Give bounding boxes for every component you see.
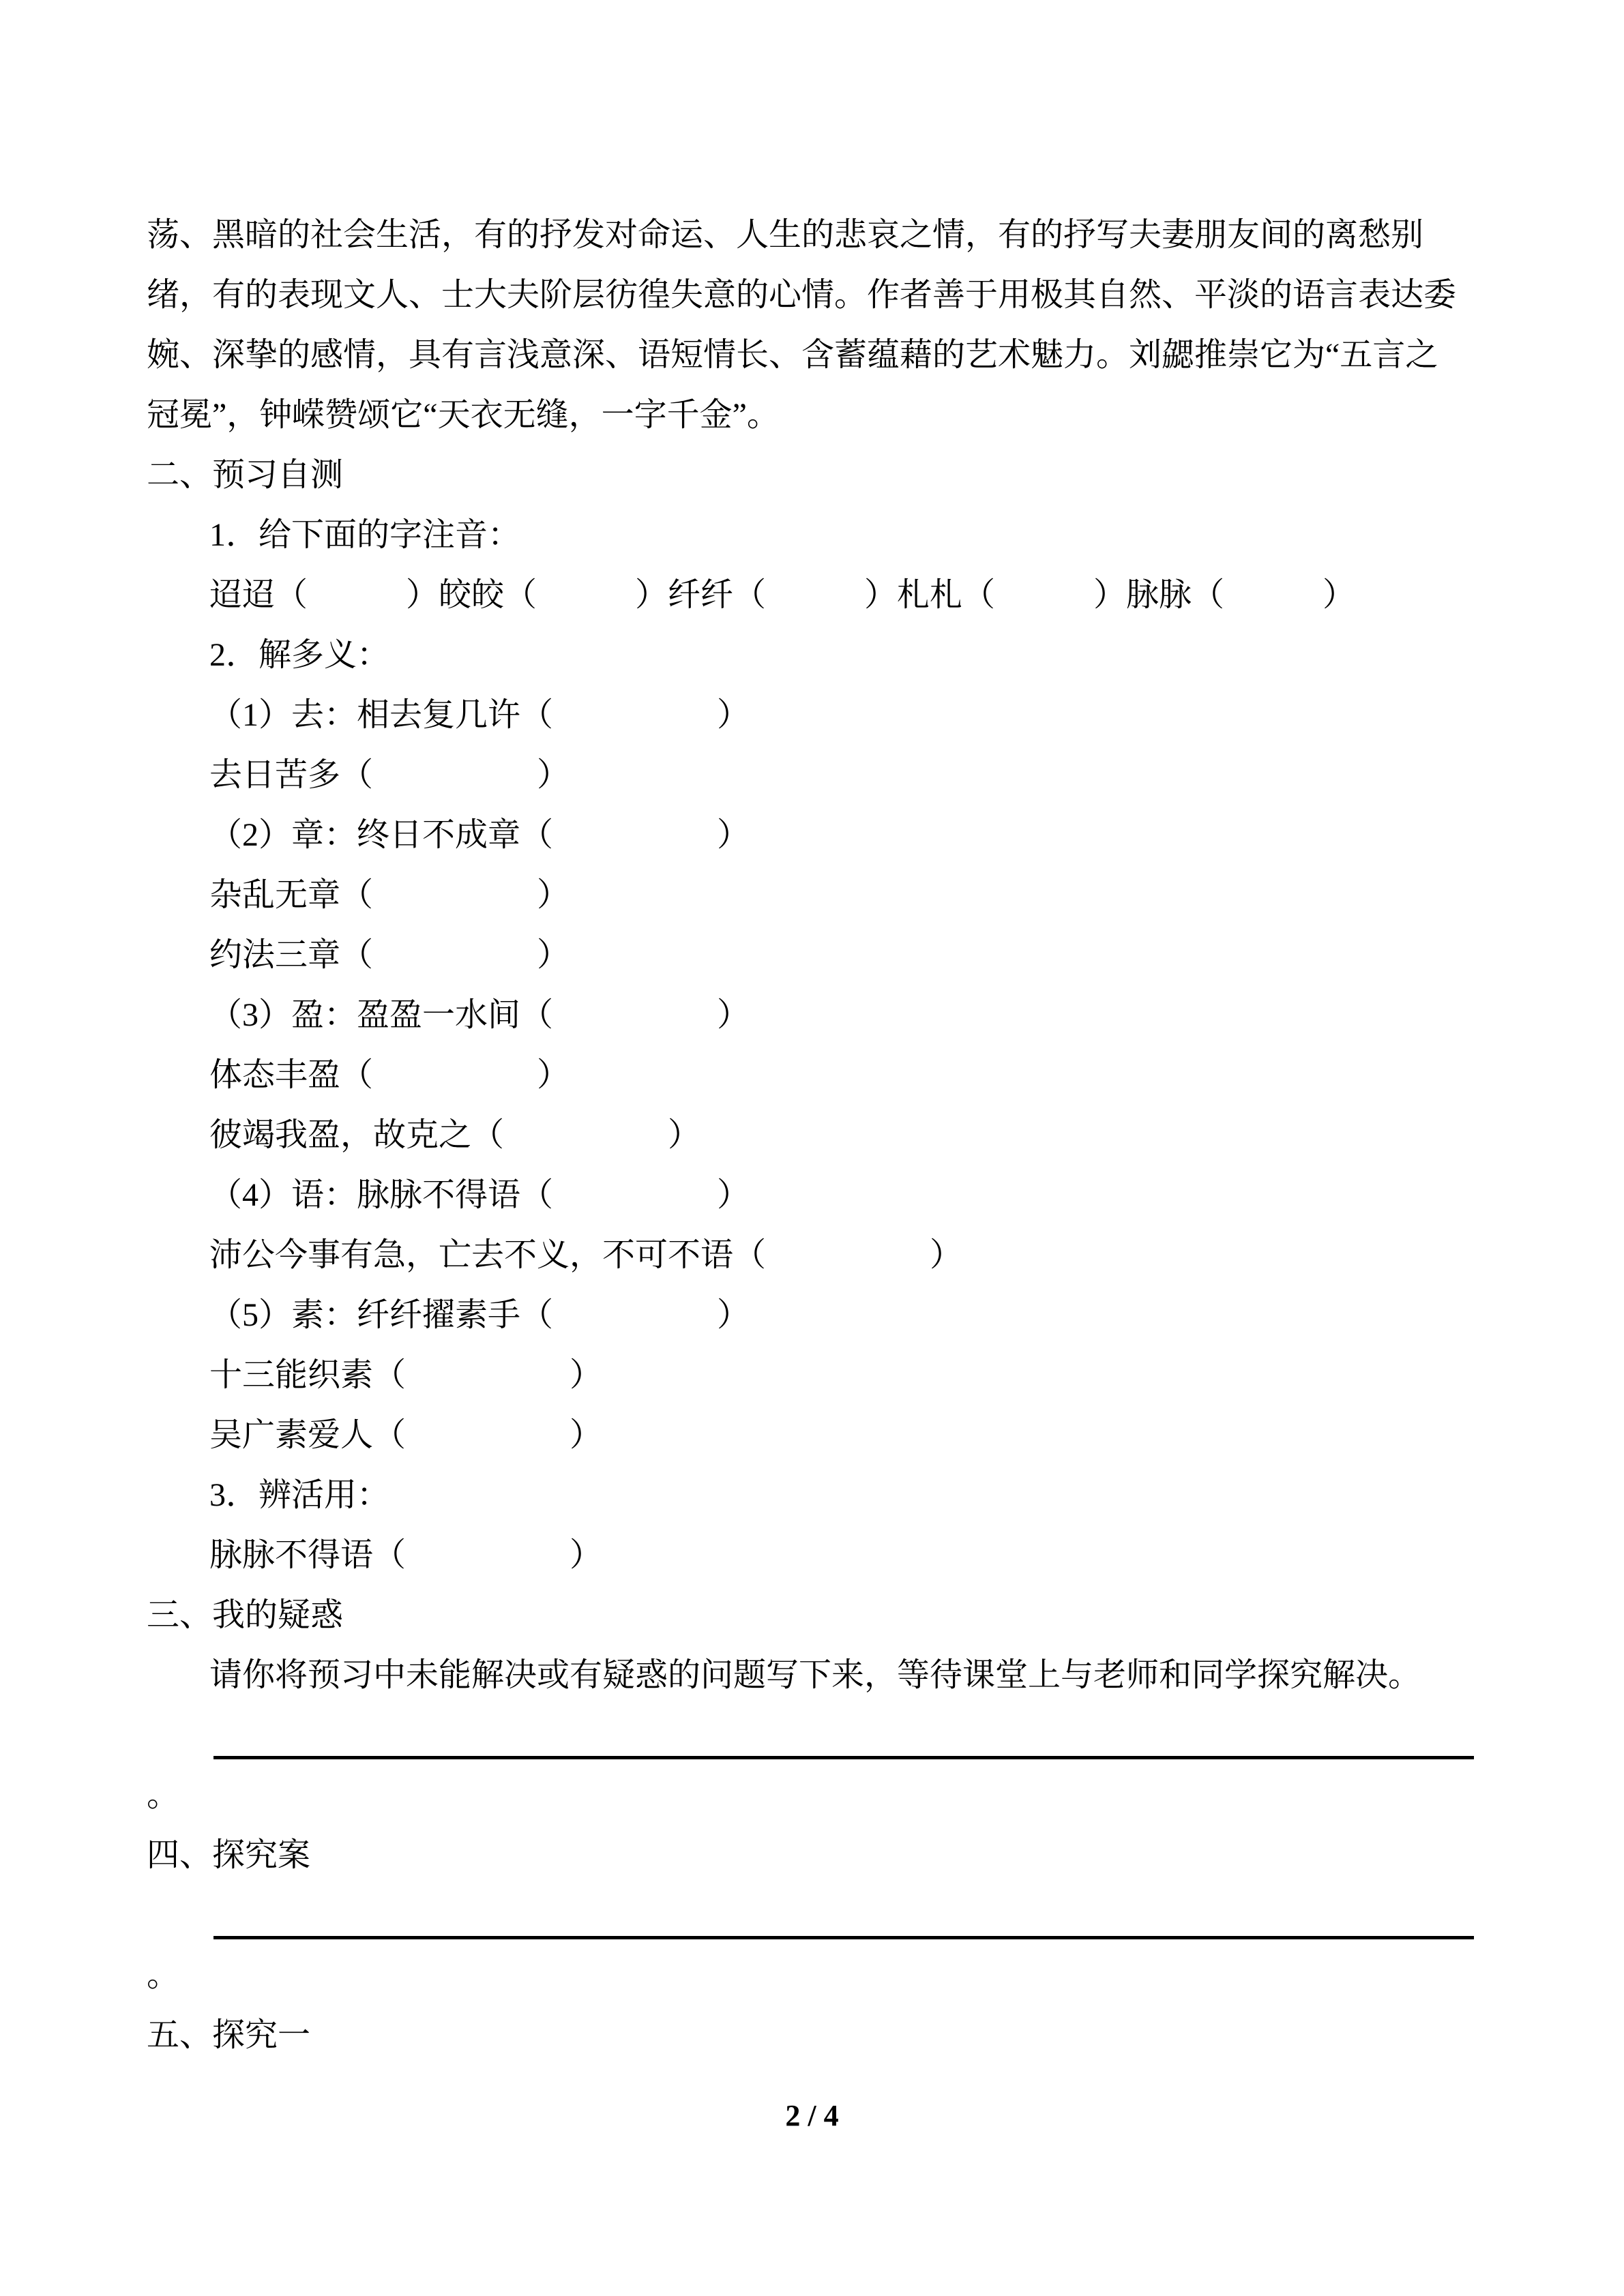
document-lines — [147, 205, 1477, 2066]
sub-item: （3）盈：盈盈一水间（ ） — [209, 997, 750, 1033]
item-label: 2．解多义： — [209, 637, 390, 673]
sub-item: （1）去：相去复几许（ ） — [209, 697, 750, 733]
section-heading: 三、我的疑惑 — [147, 1597, 344, 1633]
orphan-period: 。 — [147, 1777, 180, 1813]
answer-rule-line — [213, 1705, 1474, 1759]
sub-item: （2）章：终日不成章（ ） — [209, 817, 750, 853]
item-label: 3．辨活用： — [209, 1477, 390, 1513]
item-label: 1．给下面的字注音： — [209, 517, 521, 553]
pinyin-blanks: 迢迢（ ）皎皎（ ）纤纤（ ）札札（ ）脉脉（ ） — [209, 577, 1356, 613]
sub-item: （5）素：纤纤擢素手（ ） — [209, 1297, 750, 1333]
section-heading: 二、预习自测 — [147, 457, 344, 493]
answer-rule — [147, 1885, 1477, 1945]
paragraph-line: 绪，有的表现文人、士大夫阶层彷徨失意的心情。作者善于用极其自然、平淡的语言表达委 — [147, 277, 1457, 313]
section-heading: 四、探究案 — [147, 1837, 311, 1873]
sub-item: 杂乱无章（ ） — [209, 877, 570, 913]
orphan-period: 。 — [147, 1957, 180, 1993]
paragraph-line: 荡、黑暗的社会生活，有的抒发对命运、人生的悲哀之情，有的抒写夫妻朋友间的离愁别 — [147, 217, 1424, 253]
section-heading: 五、探究一 — [147, 2017, 311, 2053]
page-number: 2 / 4 — [785, 2099, 839, 2132]
sub-item: 体态丰盈（ ） — [209, 1057, 570, 1093]
sub-item: 约法三章（ ） — [209, 937, 570, 973]
answer-rule — [147, 1705, 1477, 1765]
instruction: 请你将预习中未能解决或有疑惑的问题写下来，等待课堂上与老师和同学探究解决。 — [209, 1657, 1421, 1693]
sub-item: 吴广素爱人（ ） — [209, 1417, 603, 1453]
paragraph-line: 婉、深挚的感情，具有言浅意深、语短情长、含蓄蕴藉的艺术魅力。刘勰推崇它为“五言之 — [147, 337, 1438, 373]
answer-rule-line — [213, 1885, 1474, 1939]
sub-item: 沛公今事有急，亡去不义，不可不语（ ） — [209, 1237, 963, 1273]
paragraph-line: 冠冕”，钟嵘赞颂它“天衣无缝，一字千金”。 — [147, 397, 780, 433]
sub-item: （4）语：脉脉不得语（ ） — [209, 1177, 750, 1213]
sub-item: 去日苦多（ ） — [209, 757, 570, 793]
sub-item: 十三能织素（ ） — [209, 1357, 603, 1393]
sub-item: 脉脉不得语（ ） — [209, 1537, 603, 1573]
sub-item: 彼竭我盈，故克之（ ） — [209, 1117, 701, 1153]
